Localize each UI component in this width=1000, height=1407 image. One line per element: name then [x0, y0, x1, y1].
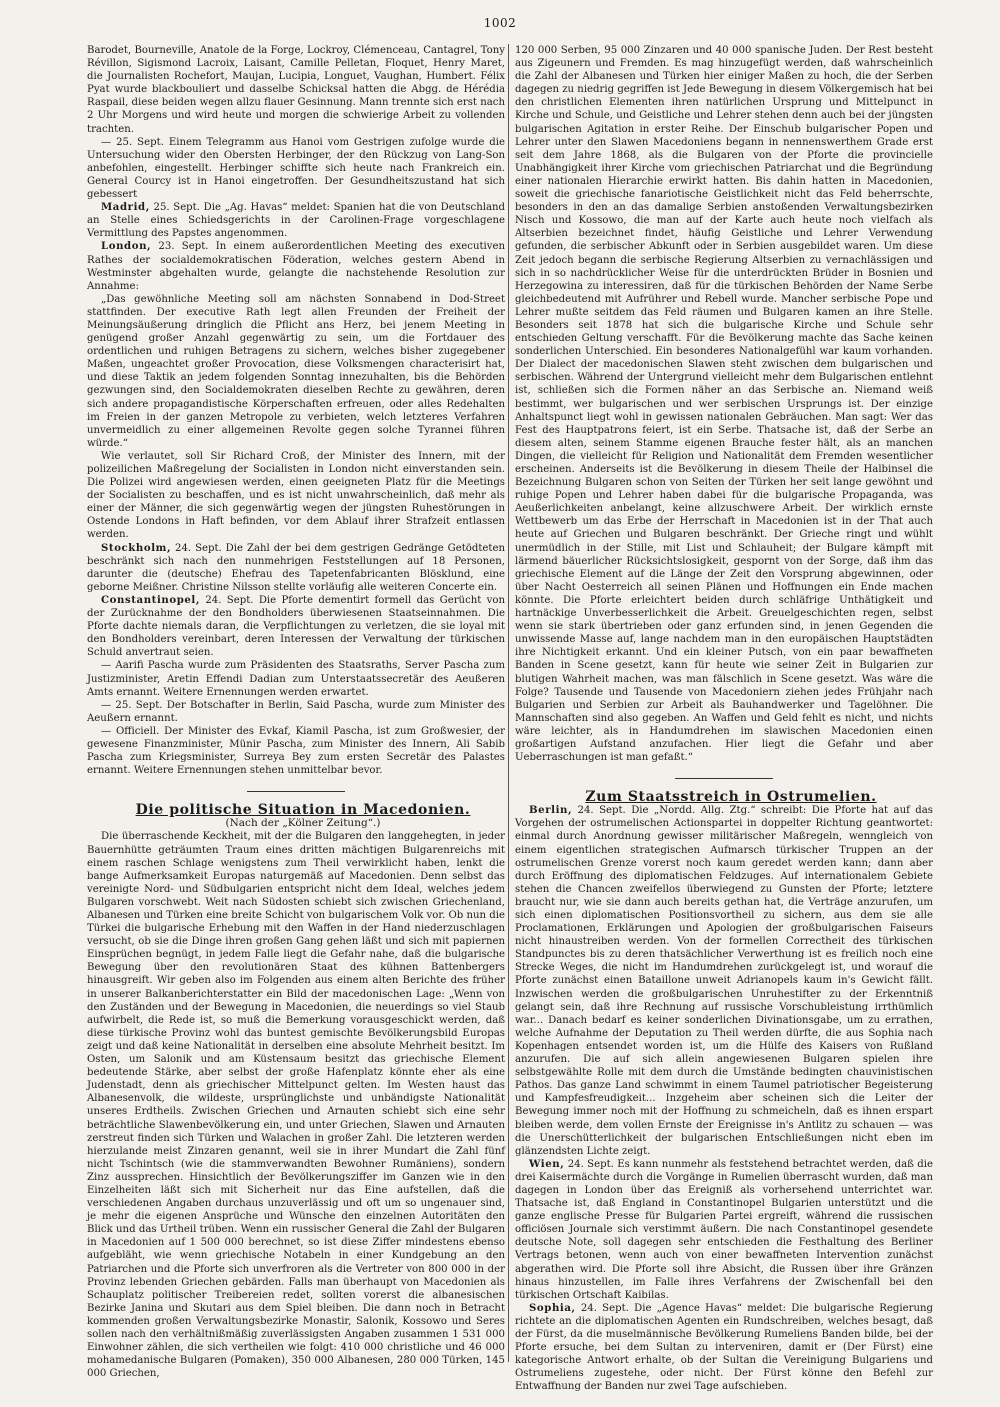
stockholm-item: [87, 542, 505, 594]
page-number: 1002: [483, 16, 517, 30]
stockholm-text: 24. Sept. Die Zahl der bei dem gestrigen Gedränge Getödteten beschränkt sich nach den nunmehrigen Feststellungen auf 18 Personen, darunter die (deutsche) Ehefrau des Tapetenfabricanten Blösklund, eine geborne Meißner. Christine Nilsson stellte vorläufig alle weiteren Concerte ein.: [87, 542, 506, 593]
constantinopel-paragraph-4: — Officiell. Der Minister des Evkaf, Kiamil Pascha, ist zum Großwesier, der gewesene Finanzminister, Münir Pascha, zum Minister des Innern, Ali Sabib Pascha zum Kriegsminister, Surreya Bey zum ersten Secretär des Palastes ernannt. Weitere Ernennungen stehen unmittelbar bevor.: [87, 725, 505, 777]
paris-paragraph-1: Barodet, Bourneville, Anatole de la Forge, Lockroy, Clémenceau, Cantagrel, Tony Révillon, Sigismond Lacroix, Laisant, Camille Pelletan, Floquet, Henry Maret, die Journalisten Rochefort, Maujan, Lucipia, Longuet, Vaughan, Humbert. Félix Pyat wurde blackbouliert und dasselbe Schicksal hatten die Abgg. de Hérédia Raspail, diese beiden wegen allzu flauer Gesinnung. Mann trennte sich erst nach 2 Uhr Morgens und wird heute und morgen die schwierige Arbeit zu vollenden trachten.: [87, 45, 505, 135]
london-resolution-quote: „Das gewöhnliche Meeting soll am nächsten Sonnabend in Dod-Street stattfinden. Der executive Rath legt allen Freunden der Freiheit der Meinungsäußerung dringlich die Pflicht ans Herz, bei jenem Meeting in genügend großer Anzahl gegenwärtig zu sein, um die Fortdauer des ordentlichen und ruhigen Betragens zu sichern, welches bisher zugegebener Maßen, ungeachtet großer Provocation, diese Volksmengen characterisirt hat, und diese Taktik an jedem folgenden Sonntag innezuhalten, bis die Behörden gezwungen sind, den Socialdemokraten dieselben Rechte zu gewähren, deren sich andere propagandistische Körperschaften erfreuen, oder alles Redehalten im Freien in der ganzen Metropole zu verbieten, welch letzteres Verfahren unvermeidlich zu einer allgemeinen Revolte gegen solche Tyrannei führen würde.“: [87, 293, 505, 449]
right-column: [515, 44, 934, 1393]
london-dateline: London,: [101, 240, 152, 253]
section-divider: [247, 791, 345, 792]
madrid-item: [87, 201, 505, 240]
macedonia-headline: Die politische Situation in Macedonien.: [135, 802, 471, 819]
stockholm-dateline: Stockholm,: [101, 541, 172, 554]
berlin-item: [515, 804, 933, 1158]
constantinopel-dateline: Constantinopel,: [101, 593, 201, 606]
constantinopel-paragraph-3: — 25. Sept. Der Botschafter in Berlin, Said Pascha, wurde zum Minister des Aeußern ernannt.: [87, 699, 505, 724]
constantinopel-paragraph-2: — Aarifi Pascha wurde zum Präsidenten des Staatsraths, Server Pascha zum Justizminister, Aretin Effendi Dadian zum Unterstaatssecretär des Aeußeren Amts ernannt. Weitere Ernennungen werden erwartet.: [87, 660, 505, 698]
london-paragraph-2: Wie verlautet, soll Sir Richard Croß, der Minister des Innern, mit der polizeilichen Maßregelung der Socialisten in London nicht einverstanden sein. Die Polizei wird angewiesen werden, einen geeigneten Platz für die Meetings der Socialisten zu beschaffen, und es ist nicht unwahrscheinlich, daß mehr als einer der Männer, die sich gegenwärtig wegen der jüngsten Ruhestörungen in Ostende Londons in Haft befinden, vor dem Ablauf ihrer Strafzeit entlassen werden.: [87, 450, 505, 541]
macedonia-subhead: (Nach der „Kölner Zeitung“.): [225, 817, 381, 830]
ostrumelien-headline: Zum Staatsstreich in Ostrumelien.: [585, 789, 877, 806]
sophia-dateline: Sophia,: [529, 1301, 576, 1314]
sophia-text: 24. Sept. Die „Agence Havas“ meldet: Die bulgarische Regierung richtete an die diplomatischen Agenten ein Rundschreiben, welches besagt, daß der Fürst, da die muselmännische Bevölkerung Rumeliens Banden bilde, bei der Pforte ersuche, bei dem Sultan zu interveniren, damit er (Der Fürst) eine kategorische Antwort erhalte, ob der Sultan die Vereinigung Bulgariens und Ostrumeliens zugestehe, oder nicht. Der Fürst könne den Befehl zur Entwaffnung der Banden nur zwei Tage aufschieben.: [515, 1302, 933, 1393]
berlin-dateline: Berlin,: [529, 804, 573, 817]
wien-dateline: Wien,: [529, 1157, 565, 1170]
macedonia-paragraph-1: Die überraschende Keckheit, mit der die Bulgaren den langgehegten, in jeder Bauernhütte geträumten Traum eines dritten mächtigen Bulgarenreichs mit einem raschen Schlage wenigstens zum Theil verwirklicht haben, lenkt die bange Aufmerksamkeit Europas naturgemäß auf Macedonien. Denn selbst das vereinigte Nord- und Südbulgarien entspricht nicht dem Ideal, welches jedem Bulgaren vorschwebt. Weit nach Südosten schiebt sich zwischen Griechenland, Albanesen und Türken eine breite Schicht von bulgarischem Volk vor. Ob nun die Türkei die bulgarische Erhebung mit den Waffen in der Hand niederzuschlagen versucht, ob sie die Dinge ihren großen Gang gehen läßt und sich mit papiernen Einsprüchen begnügt, in jedem Falle liegt die Gefahr nahe, daß die bulgarische Bewegung über den revolutionären Staat des kühnen Battenbergers hinausgreift. Wir geben also im Folgenden aus einem alten Berichte des früher in unserer Balkanberichterstatter ein Bild der macedonischen Lage: „Wenn von den Zuständen und der Bewegung in Macedonien, die neuerdings so viel Staub aufwirbelt, die Rede ist, so muß die Bemerkung vorausgeschickt werden, daß diese türkische Provinz wohl das buntest gemischte Bevölkerungsbild Europas zeigt und daß keine Nationalität in derselben eine absolute Mehrheit besitzt. Im Osten, um Salonik und am Küstensaum besitzt das griechische Element bedeutende Stärke, aber selbst der große Hafenplatz könnte eher als eine Judenstadt, denn als griechischer Mittelpunct gelten. Im Westen haust das Albanesenvolk, die wildeste, ursprünglichste und unbändigste Nationalität unseres Erdtheils. Zwischen Griechen und Arnauten schiebt sich eine sehr beträchtliche Slawenbevölkerung ein, und unter Griechen, Slawen und Arnauten zerstreut finden sich Türken und Walachen in großer Zahl. Die letzteren werden hierzulande meist Zinzaren genannt, weil sie in ihrer Mundart die Zahl fünf nicht Tschintsch (wie die stammverwandten Bewohner Rumäniens), sondern Zinz aussprechen. Hinsichtlich der Bevölkerungsziffer im Ganzen wie in den Einzelheiten läßt sich mit Sicherheit nur das Eine aufstellen, daß die verschiedenen Angaben durchaus unzuverlässig und oft um so ungenauer sind, je mehr die eigenen Ansprüche und Wünsche den einzelnen Autoritäten den Blick und das Urtheil trüben. Wenn ein russischer General die Zahl der Bulgaren in Macedonien auf 1 500 000 berechnet, so ist diese Ziffer mindestens ebenso aufgebläht, wie wenn griechische Notabeln in einer Kundgebung an den Patriarchen und die Pforte sich unverfroren als die Vertreter von 800 000 in der Provinz lebenden Griechen gebärden. Falls man überhaupt von Macedonien als Schauplatz politischer Treibereien redet, sollten vorerst die albanesischen Bezirke Janina und Skutari aus dem Spiel bleiben. Die dann noch in Betracht kommenden großen Verwaltungsbezirke Monastir, Salonik, Kossowo und Seres sollen nach den verhältnißmäßig zuverlässigsten Angaben zusammen 1 531 000 Einwohner zählen, die sich vertheilen wie folgt: 410 000 christliche und 46 000 mohamedanische Bulgaren (Pomaken), 350 000 Albanesen, 280 000 Türken, 145 000 Griechen,: [87, 831, 505, 1380]
macedonia-paragraph-2: 120 000 Serben, 95 000 Zinzaren und 40 000 spanische Juden. Der Rest besteht aus Zigeunern und Fremden. Es mag hinzugefügt werden, daß wahrscheinlich die Zahl der Albanesen und Türken hier einiger Maßen zu hoch, die der Serben dagegen zu niedrig gegriffen ist Jede Bewegung in diesem Völkergemisch hat bei den christlichen Elementen ihren natürlichen Ursprung und Mittelpunct in Kirche und Schule, und Geistliche und Lehrer stehen denn auch bei der jüngsten bulgarischen Agitation in erster Reihe. Der Einschub bulgarischer Popen und Lehrer unter den Slawen Macedoniens begann in nennenswerthem Grade erst seit dem Jahre 1868, als die Bulgaren von der Pforte die provincielle Unabhängigkeit ihrer Kirche vom griechischen Patriarchat und die Begründung einer nationalen Hierarchie erwirkt hatten. Bis dahin hatten in Macedonien, soweit die griechische fanariotische Geistlichkeit nicht das Feld beherrschte, besonders in den an das damalige Serbien anstoßenden Verwaltungsbezirken Nisch und Kossowo, die man auf der Karte auch heute noch vielfach als Altserbien bezeichnet findet, häufig Geistliche und Lehrer Verwendung gefunden, die serbischer Abkunft oder in Serbien ausgebildet waren. Um diese Zeit jedoch begann die serbische Regierung Altserbien zu vernachlässigen und sich in so nachdrücklicher Weise für die unterdrückten Brüder in Bosnien und Herzegowina zu interessiren, daß für die türkischen Behörden der Name Serbe gleichbedeutend mit Aufrührer und Rebell wurde. Mancher serbische Pope und Lehrer mußte seitdem das Feld räumen und Bulgaren kamen an ihre Stelle. Besonders seit 1878 hat sich die bulgarische Kirche und Schule sehr entschieden Geltung verschafft. Für die Bevölkerung machte das Sache keinen sonderlichen Unterschied. Ein besonderes Nationalgefühl war kaum vorhanden. Der Dialect der macedonischen Slawen steht zwischen dem bulgarischen und serbischen. Während der Untergrund vielleicht mehr dem Bulgarischen entlehnt ist, schließen sich die Formen näher an das Serbische an. Niemand weiß bestimmt, wer bulgarischen und wer serbischen Ursprungs ist. Der einzige Anhaltspunct liegt wohl in gewissen nationalen Gebräuchen. Man sagt: Wer das Fest des Hauptpatrons feiert, ist ein Serbe. Thatsache ist, daß der Serbe an diesem alten, seinem Stamme eigenen Brauche fester hält, als an manchen Dingen, die vielleicht für Religion und Nationalität dem Fremden wesentlicher erscheinen. Anderseits ist die Bevölkerung in diesem Theile der Halbinsel die Bezeichnung Bulgaren schon von Seiten der Türken her seit lange gewöhnt und ruhige Popen und Lehrer haben dabei für die bulgarische Propaganda, was Aeußerlichkeiten anbelangt, keine allzuschwere Arbeit. Der wirklich ernste Wettbewerb um das Erbe der Herrschaft in Macedonien ist in der That auch heute auf Griechen und Bulgaren beschränkt. Der Grieche ringt und wühlt unermüdlich in der Stille, mit List und Schlauheit; der Bulgare kämpft mit lärmend bäuerlicher Rücksichtslosigkeit, gespornt von der Sorge, daß ihm das griechische Element auf die Länge der Zeit den Vorsprung abgewinnen, oder über Nacht Oesterreich all seinen Plänen und Hoffnungen ein Ende machen könnte. Die Pforte erleichtert beiden durch schläfrige Unthätigkeit und hartnäckige Unverbesserlichkeit die Arbeit. Greuelgeschichten regen, selbst wenn sie stark übertrieben oder ganz erfunden sind, in jenen Gegenden die unwissende Masse auf, lange nachdem man in den europäischen Hauptstädten ihre Nichtigkeit erkannt. Und ein kleiner Putsch, von ein paar bewaffneten Banden in Scene gesetzt, kann für heute wie seiner Zeit in Bulgarien zur blutigen Wahrheit machen, was man fälschlich in Scene gesetzt. Was wäre die Folge? Tausende und Tausende von Macedoniern ziehen jedes Frühjahr nach Bulgarien und Serbien zur Arbeit als Bauhandwerker und Tagelöhner. Die Mannschaften sind also gegeben. An Waffen und Geld fehlt es nicht, und nichts wäre leichter, als in Handumdrehen im slawischen Macedonien einen großartigen Aufstand anzufachen. Hier liegt die Gefahr und aber Ueberraschungen ist man gefaßt.“: [515, 45, 933, 764]
paris-paragraph-2: — 25. Sept. Einem Telegramm aus Hanoi vom Gestrigen zufolge wurde die Untersuchung wider den Obersten Herbinger, der den Rückzug von Lang-Son anbefohlen, eingestellt. Herbinger schiffte sich heute nach Frankreich ein. General Courcy ist in Hanoi eingetroffen. Der Gesundheitszustand hat sich gebessert: [87, 136, 505, 201]
london-item: [87, 240, 505, 292]
left-column: [87, 44, 506, 1380]
sophia-item: [515, 1302, 933, 1394]
madrid-text: 25. Sept. Die „Ag. Havas“ meldet: Spanien hat die von Deutschland an Stelle eines Schiedsgerichts in der Carolinen-Frage vorgeschlagene Vermittlung des Papstes angenommen.: [87, 202, 505, 240]
column-rule: [508, 44, 509, 1362]
section-divider: [675, 778, 773, 779]
constantinopel-item: [87, 594, 505, 659]
berlin-text: 24. Sept. Die „Nordd. Allg. Ztg.“ schreibt: Die Pforte hat auf das Vorgehen der ostrumelischen Actionspartei in doppelter Richtung geantwortet: einmal durch Anordnung gewisser militärischer Maßregeln, wenngleich von einem eigentlichen strategischen Aufmarsch türkischer Truppen an der ostrumelischen Grenze vorerst noch kaum geredet werden kann; dann aber durch Eröffnung des diplomatischen Feldzuges. Auf internationalem Gebiete stehen die Chancen zweifellos überwiegend zu Gunsten der Pforte; letztere braucht nur, wie sie dann auch bereits gethan hat, die Verträge anzurufen, um sich einen diplomatischen Positionsvortheil zu sichern, aus dem sie alle Proclamationen, Erklärungen und Apologien der großbulgarischen Faiseurs nicht hinaustreiben werden. Von der formellen Correctheit des türkischen Standpunctes bis zu deren thatsächlicher Verwerthung ist es freilich noch eine Strecke Weges, die nicht im Handumdrehen zurückgelegt ist, und worauf die Pforte zunächst einen Bataillone unweit Adrianopels kaum in's Gewicht fällt. Inzwischen werden die großbulgarischen Unruhestifter zu der Erkenntniß gelangt sein, daß ihre Rechnung auf russische Vorschubleistung irrthümlich war... Danach bedarf es keiner sonderlichen Divinationsgabe, um zu errathen, welche Aufnahme der Deputation zu Theil werden dürfte, die aus Sophia nach Kopenhagen entsendet worden ist, um die Hülfe des Kaisers von Rußland anzurufen. Die auf sich allein angewiesenen Bulgaren spielen ihre selbstgewählte Rolle mit dem durch die Umstände bedingten chauvinistischen Pathos. Das ganze Land schwimmt in einem Taumel patriotischer Begeisterung und Kampfesfreudigkeit... Inzgeheim aber scheinen sich die Leiter der Bewegung immer noch mit der Hoffnung zu schmeicheln, daß es ihnen erspart bleiben werde, dem vollen Ernste der Ereignisse in's Antlitz zu schauen — was die Unerschütterlichkeit der bulgarischen Entschließungen nicht eben im glänzendsten Lichte zeigt.: [515, 805, 933, 1157]
constantinopel-text: 24. Sept. Die Pforte dementirt formell das Gerücht von der Zurücknahme der den Bondholders überwiesenen Staatseinnahmen. Die Pforte dachte niemals daran, die Verpflichtungen zu verletzen, die sie loyal mit den Bondholders vereinbart, deren Interessen der Verwaltung der türkischen Schuld anvertraut seien.: [87, 594, 506, 659]
madrid-dateline: Madrid,: [101, 201, 150, 214]
wien-item: [515, 1158, 933, 1302]
wien-text: 24. Sept. Es kann nunmehr als feststehend betrachtet werden, daß die drei Kaisermächte durch die Vorgänge in Rumelien überrascht wurden, daß man dagegen in London über das Ereigniß als vorhersehend unterrichtet war. Thatsache ist, daß England in Constantinopel Bulgarien unterstützt und die ganze englische Presse für Bulgarien Partei ergreift, während die russischen officiösen Journale sich verstimmt äußern. Die nach Constantinopel gesendete deutsche Note, soll dagegen sehr entschieden die Festhaltung des Berliner Vertrags betonen, wenn auch von einer bewaffneten Intervention zunächst abgerathen wird. Die Pforte soll ihre Absicht, die Russen über ihre Gränzen hinaus hinzustellen, im Falle ihres Verfahrens der Zwischenfall bei den türkischen Ortschaft Kaibilas.: [515, 1158, 934, 1301]
london-text: 23. Sept. In einem außerordentlichen Meeting des executiven Rathes der socialdemokratischen Föderation, welches gestern Abend in Westminster abgehalten wurde, gelangte die nachstehende Resolution zur Annahme:: [87, 241, 506, 292]
